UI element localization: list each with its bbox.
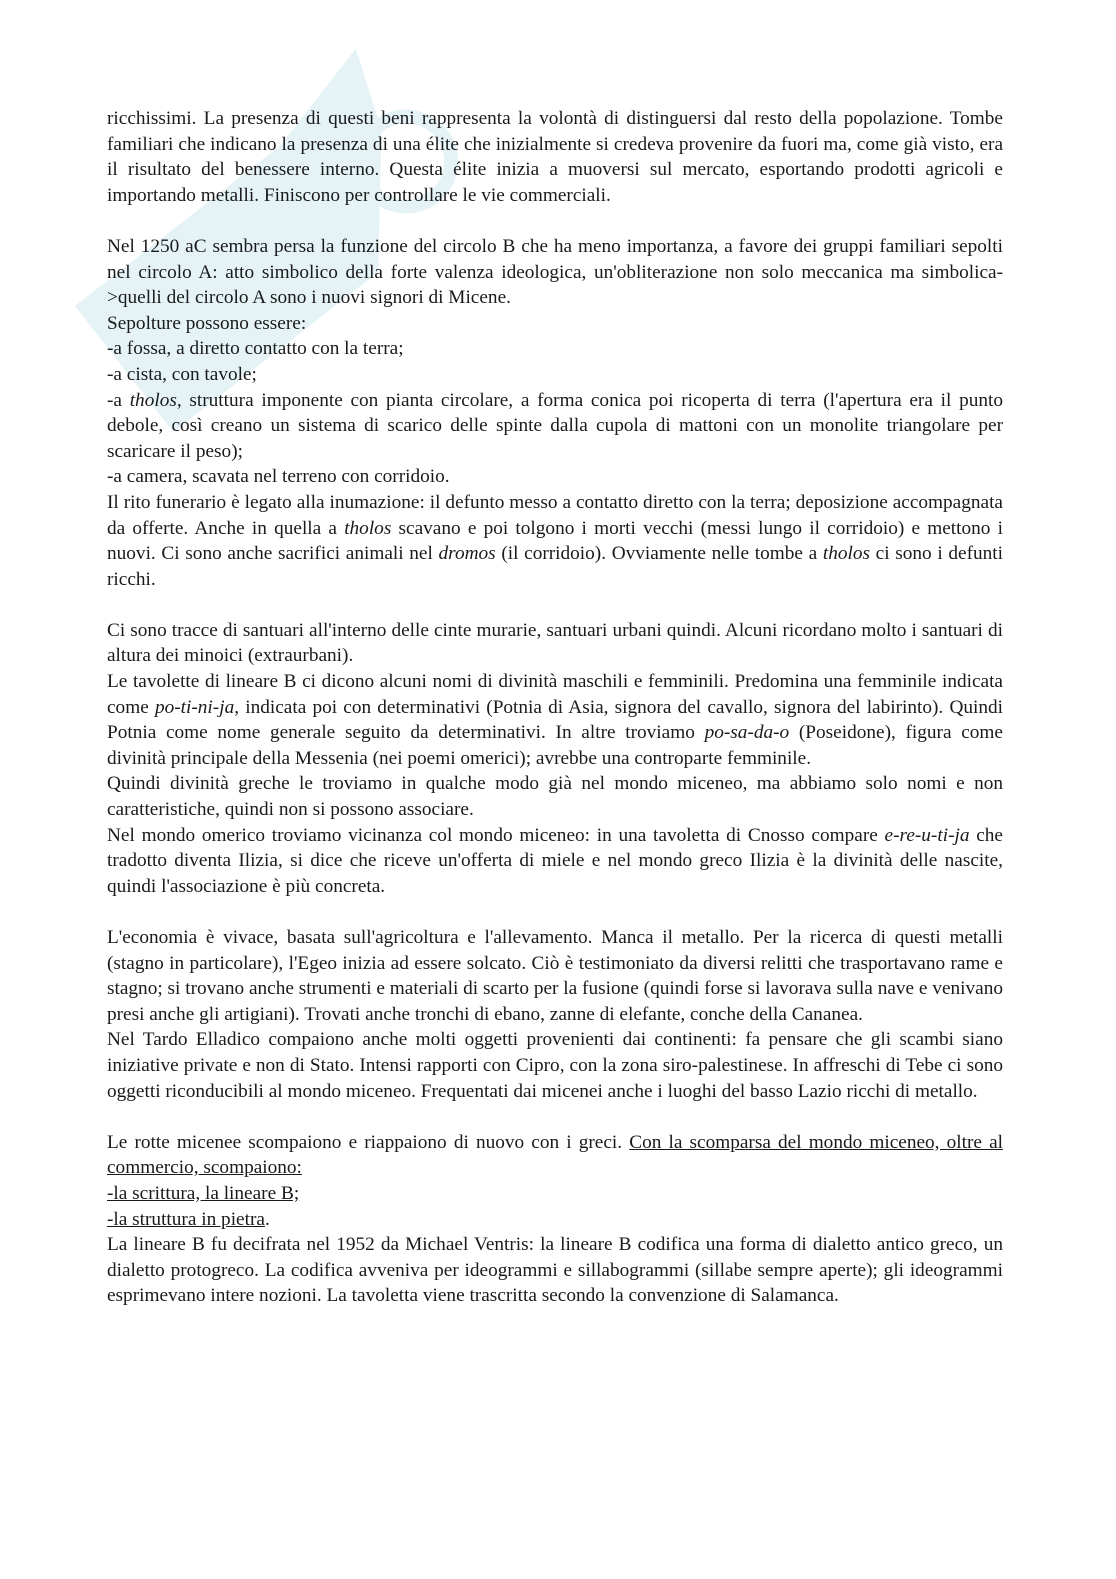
paragraph: Nel 1250 aC sembra persa la funzione del circolo B che ha meno importanza, a favore dei gruppi familiari sepolti nel circolo A: atto simbolico della forte valenza ideologica, un'obliterazione non solo meccanica ma simbolica->quelli del circolo A sono i nuovi signori di Micene. [107,235,1003,309]
paragraph: ricchissimi. La presenza di questi beni rappresenta la volontà di distinguersi dal resto della popolazione. Tombe familiari che indicano la presenza di una élite che inizialmente si credeva provenire da fuori ma, come già visto, era il risultato del benessere interno. Questa élite inizia a muoversi sul mercato, esportando prodotti agricoli e importando metalli. Finiscono per controllare le vie commerciali. [107,108,1003,206]
section-economia [107,925,1003,1104]
list-item: -a fossa, a diretto contatto con la terra; [107,338,404,360]
list-item: -a tholos, struttura imponente con pianta circolare, a forma conica poi ricoperta di terra (l'apertura era il punto debole, così creano un sistema di scarico delle spinte dalla cupola di mattoni con un monolite triangolare per scaricare il peso); [107,389,1003,462]
paragraph: Quindi divinità greche le troviamo in qualche modo già nel mondo miceneo, ma abbiamo solo nomi e non caratteristiche, quindi non si possono associare. [107,773,1003,821]
section-lineare-b [107,1130,1003,1309]
list-item: -la scrittura, la lineare B; [107,1182,300,1204]
paragraph: Nel mondo omerico troviamo vicinanza col mondo miceneo: in una tavoletta di Cnosso compare e-re-u-ti-ja che tradotto diventa Ilizia, si dice che riceve un'offerta di miele e nel mondo greco Ilizia è la divinità delle nascite, quindi l'associazione è più concreta. [107,824,1003,897]
paragraph: La lineare B fu decifrata nel 1952 da Michael Ventris: la lineare B codifica una forma di dialetto antico greco, un dialetto protogreco. La codifica avveniva per ideogrammi e sillabogrammi (sillabe sempre aperte); gli ideogrammi esprimevano intere nozioni. La tavoletta viene trascritta secondo la convenzione di Salamanca. [107,1234,1003,1307]
paragraph: Sepolture possono essere: [107,312,307,334]
list-item: -a cista, con tavole; [107,363,257,385]
paragraph: Nel Tardo Elladico compaiono anche molti oggetti provenienti dai continenti: fa pensare che gli scambi siano iniziative private e non di Stato. Intensi rapporti con Cipro, con la zona siro-palestinese. In affreschi di Tebe ci sono oggetti riconducibili al mondo miceneo. Frequentati dai micenei anche i luoghi del basso Lazio ricchi di metallo. [107,1029,1003,1102]
paragraph: Il rito funerario è legato alla inumazione: il defunto messo a contatto diretto con la terra; deposizione accompagnata da offerte. Anche in quella a tholos scavano e poi tolgono i morti vecchi (messi lungo il corridoio) e mettono i nuovi. Ci sono anche sacrifici animali nel dromos (il corridoio). Ovviamente nelle tombe a tholos ci sono i defunti ricchi. [107,491,1003,590]
paragraph: Le rotte micenee scompaiono e riappaiono di nuovo con i greci. Con la scomparsa del mondo miceneo, oltre al commercio, scompaiono: [107,1131,1003,1179]
document-page [107,106,1003,1309]
section-sepolture [107,234,1003,592]
paragraph: L'economia è vivace, basata sull'agricoltura e l'allevamento. Manca il metallo. Per la ricerca di questi metalli (stagno in particolare), l'Egeo inizia ad essere solcato. Ciò è testimoniato da diversi relitti che trasportavano rame e stagno; si trovano anche strumenti e materiali di scarto per la fusione (quindi forse si lavorava sulla nave e venivano presi anche gli artigiani). Trovati anche tronchi di ebano, zanne di elefante, conche della Cananea. [107,927,1003,1025]
section-elite [107,106,1003,208]
list-item: -la struttura in pietra. [107,1208,270,1230]
paragraph: Ci sono tracce di santuari all'interno delle cinte murarie, santuari urbani quindi. Alcuni ricordano molto i santuari di altura dei minoici (extraurbani). [107,619,1003,667]
section-santuari [107,618,1003,900]
paragraph: Le tavolette di lineare B ci dicono alcuni nomi di divinità maschili e femminili. Predomina una femminile indicata come po-ti-ni-ja, indicata poi con determinativi (Potnia di Asia, signora del cavallo, signora del labirinto). Quindi Potnia come nome generale seguito da determinativi. In altre troviamo po-sa-da-o (Poseidone), figura come divinità principale della Messenia (nei poemi omerici); avrebbe una controparte femminile. [107,671,1004,769]
list-item: -a camera, scavata nel terreno con corridoio. [107,466,450,488]
